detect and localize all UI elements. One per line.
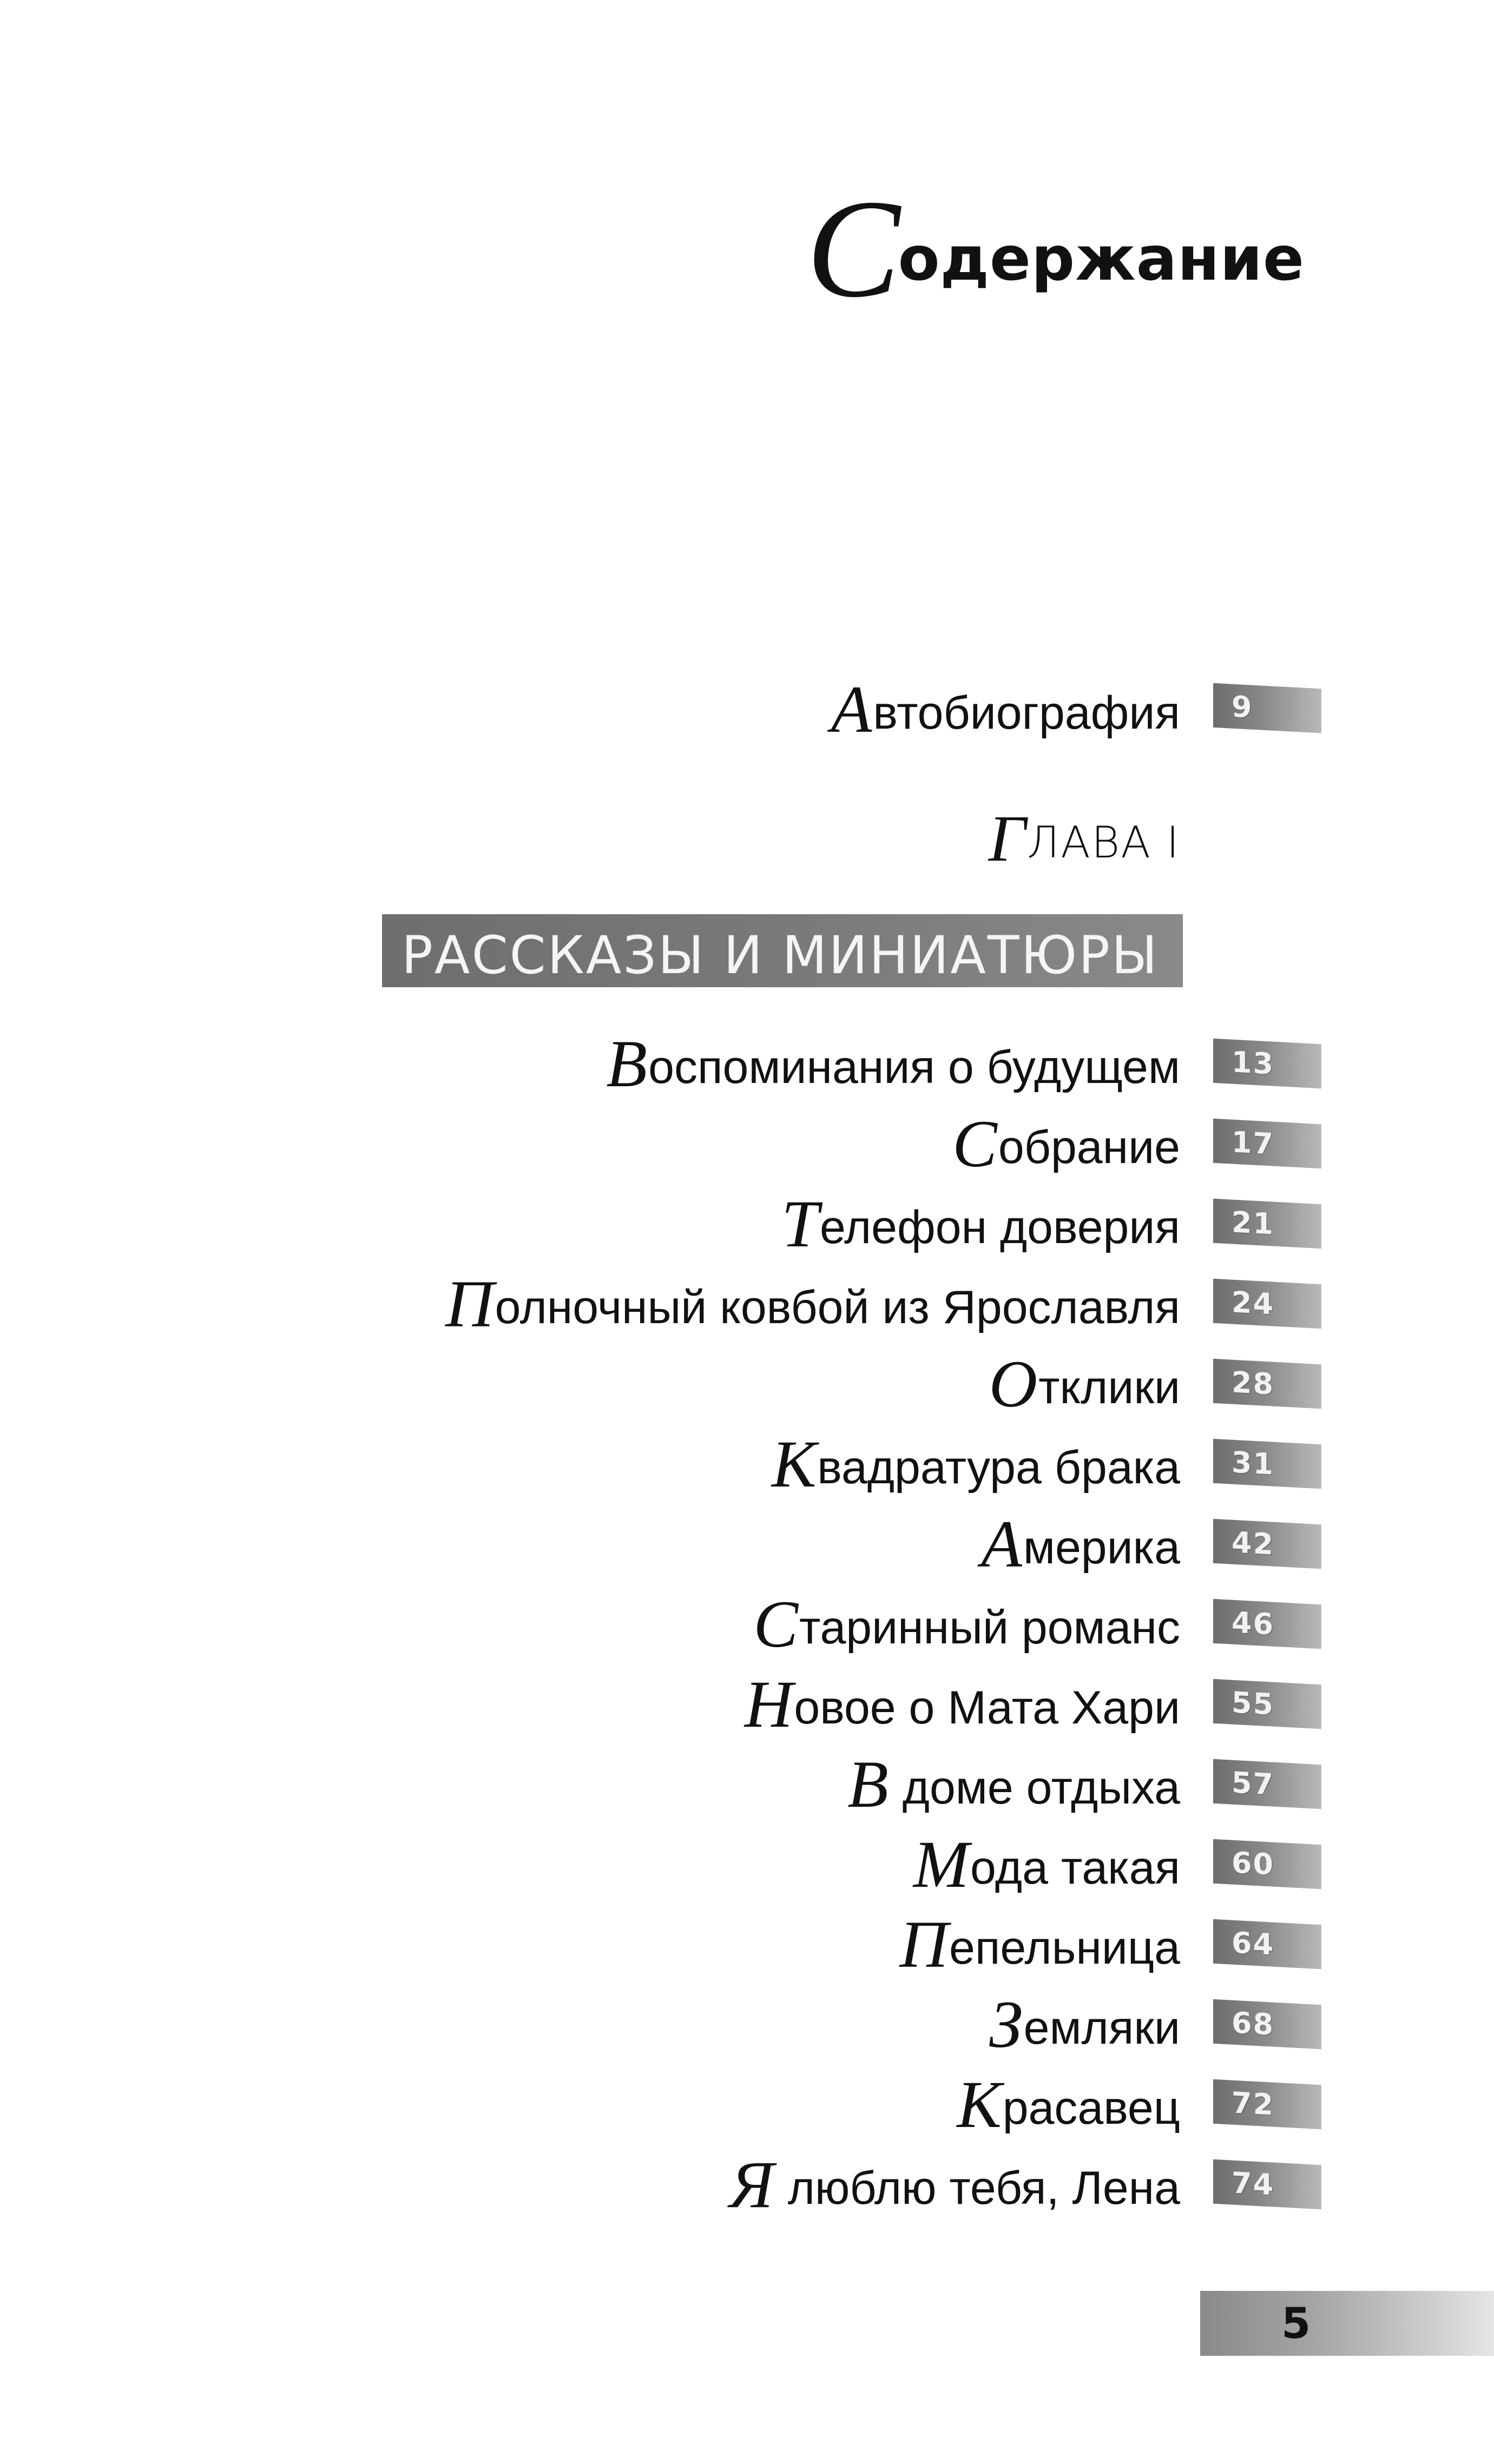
toc-entry[interactable]: [606, 1027, 1180, 1101]
entry-title: вадратура брака: [817, 1442, 1180, 1494]
entry-page-number: 13: [1232, 1045, 1275, 1081]
entry-page-number: 68: [1232, 2005, 1275, 2042]
section-heading: РАССКАЗЫ И МИНИАТЮРЫ: [402, 925, 1159, 986]
entry-page-number: 28: [1232, 1365, 1275, 1402]
entry-page-number: 74: [1232, 2165, 1275, 2202]
page-number-badge: [1213, 1679, 1321, 1729]
entry-title: олночный ковбой из Ярославля: [495, 1281, 1180, 1333]
entry-initial: П: [445, 1267, 494, 1341]
page-number-badge: [1213, 683, 1321, 733]
entry-page-number: 72: [1232, 2085, 1275, 2122]
toc-entry[interactable]: [981, 1507, 1180, 1581]
entry-title: втобиография: [873, 687, 1180, 739]
entry-page-number: 55: [1232, 1685, 1275, 1722]
entry-title: таринный романс: [799, 1602, 1180, 1654]
toc-entry[interactable]: [899, 1907, 1180, 1981]
entry-page-number: 64: [1232, 1925, 1275, 1962]
entry-title: обрание: [998, 1121, 1180, 1173]
title-initial: С: [806, 171, 898, 327]
toc-entry[interactable]: [847, 1747, 1180, 1821]
page-number-badge: [1213, 1199, 1321, 1248]
entry-title: люблю тебя, Лена: [774, 2162, 1180, 2214]
toc-entry[interactable]: [771, 1427, 1180, 1501]
page-number-badge: [1213, 2159, 1321, 2209]
entry-initial: Т: [781, 1187, 819, 1261]
page-number-badge: [1213, 1359, 1321, 1409]
page-number-badge: [1213, 1839, 1321, 1889]
entry-initial: М: [913, 1827, 969, 1901]
page-number: 5: [1281, 2300, 1311, 2348]
entry-title: емляки: [1023, 2002, 1180, 2054]
entry-page-number: 9: [1232, 689, 1253, 725]
entry-initial: С: [753, 1587, 799, 1661]
entry-page-number: 46: [1232, 1605, 1275, 1642]
entry-page-number: 24: [1232, 1285, 1275, 1322]
page-number-badge: [1213, 2079, 1321, 2129]
entry-initial: З: [989, 1987, 1023, 2062]
entry-initial: А: [981, 1507, 1022, 1581]
page-number-badge: [1213, 1759, 1321, 1809]
page-number-badge: [1213, 1279, 1321, 1329]
entry-page-number: 17: [1232, 1125, 1275, 1161]
entry-initial: К: [771, 1427, 817, 1501]
toc-entry[interactable]: [744, 1667, 1180, 1741]
entry-initial: А: [831, 672, 872, 747]
toc-entry[interactable]: [989, 1347, 1180, 1421]
page-title: [806, 171, 1305, 327]
entry-page-number: 21: [1232, 1205, 1275, 1241]
entry-title: епельница: [949, 1922, 1180, 1974]
page-number-badge: [1213, 1999, 1321, 2049]
entry-page-number: 42: [1232, 1525, 1275, 1562]
entry-initial: В: [606, 1027, 648, 1101]
section-heading-bar: [382, 914, 1183, 987]
page-number-badge: [1213, 1119, 1321, 1168]
entry-title: оспоминания о будущем: [648, 1041, 1180, 1093]
entry-initial: К: [957, 2067, 1002, 2142]
chapter-initial: Г: [988, 802, 1027, 875]
entry-title: мерика: [1023, 1522, 1180, 1574]
entry-title: ода такая: [970, 1842, 1180, 1894]
page-number-badge: [1213, 1919, 1321, 1969]
entry-initial: О: [989, 1347, 1038, 1421]
entry-initial: Я: [729, 2148, 774, 2222]
entry-initial: С: [952, 1107, 997, 1181]
entry-page-number: 60: [1232, 1845, 1275, 1882]
page-folio-bar: [1200, 2291, 1494, 2356]
toc-entry[interactable]: [913, 1827, 1180, 1901]
entry-title: расавец: [1002, 2082, 1180, 2134]
page-number-badge: [1213, 1599, 1321, 1649]
entry-title: елефон доверия: [820, 1201, 1180, 1253]
toc-entry[interactable]: [957, 2067, 1180, 2142]
toc-entry[interactable]: [729, 2148, 1180, 2222]
toc-entry[interactable]: [989, 1987, 1180, 2062]
entry-title: тклики: [1038, 1362, 1180, 1413]
toc-entry[interactable]: [781, 1187, 1180, 1261]
entry-page-number: 31: [1232, 1445, 1275, 1482]
entry-initial: В: [847, 1747, 888, 1821]
toc-entry[interactable]: [952, 1107, 1180, 1181]
entry-initial: П: [899, 1907, 949, 1981]
toc-entry[interactable]: [753, 1587, 1180, 1661]
page-number-badge: [1213, 1039, 1321, 1088]
page-number-badge: [1213, 1519, 1321, 1569]
toc-entry-autobiography[interactable]: [831, 672, 1180, 747]
entry-initial: Н: [744, 1667, 793, 1741]
chapter-label: [988, 802, 1180, 875]
chapter-text: ЛАВА I: [1026, 817, 1180, 868]
entry-page-number: 57: [1232, 1765, 1275, 1802]
page-number-badge: [1213, 1439, 1321, 1489]
toc-entry[interactable]: [445, 1267, 1180, 1341]
title-text: одержание: [898, 224, 1305, 294]
entry-title: доме отдыха: [889, 1762, 1180, 1814]
entry-title: овое о Мата Хари: [794, 1682, 1180, 1734]
